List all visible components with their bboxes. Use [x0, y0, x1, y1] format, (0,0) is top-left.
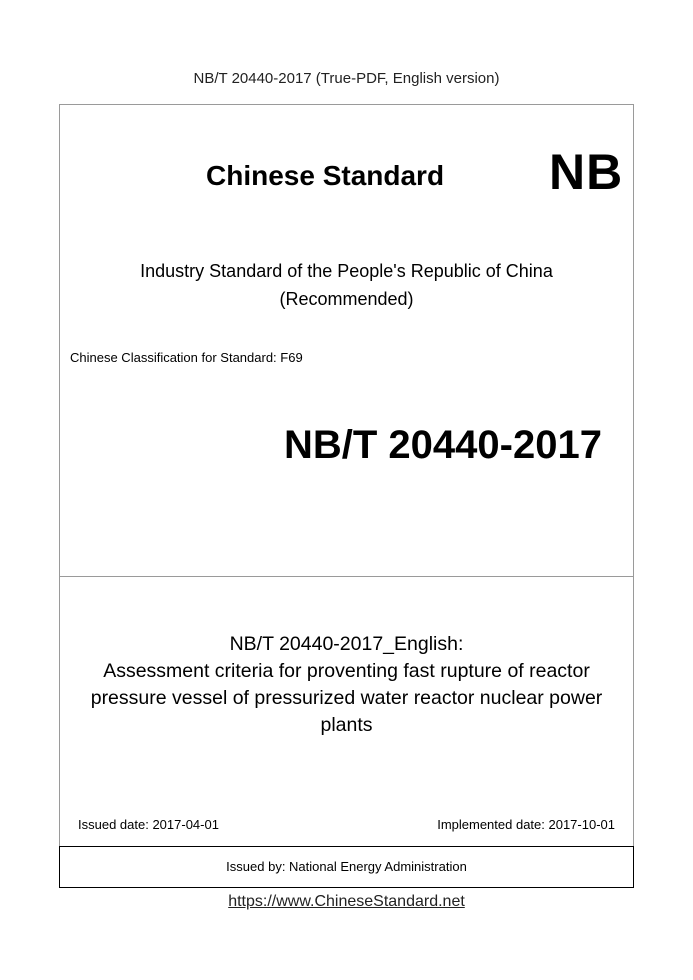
classification-label: Chinese Classification for Standard: F69	[70, 350, 303, 365]
chinese-standard-heading: Chinese Standard	[206, 160, 445, 191]
cover-lower-section	[60, 577, 633, 847]
industry-line-1: Industry Standard of the People's Republic of China	[140, 261, 553, 281]
nb-mark: NB	[549, 144, 624, 200]
document-title	[60, 631, 633, 739]
title-line-4: plants	[320, 714, 373, 736]
cover-frame	[59, 104, 634, 888]
industry-standard-label	[60, 257, 633, 313]
footer	[0, 893, 693, 911]
industry-line-2: (Recommended)	[279, 289, 414, 309]
cover-upper-section	[60, 105, 633, 577]
implemented-date: Implemented date: 2017-10-01	[437, 817, 615, 832]
title-line-1: NB/T 20440-2017_English:	[229, 633, 464, 655]
standard-number: NB/T 20440-2017	[284, 423, 602, 467]
issued-date: Issued date: 2017-04-01	[78, 817, 219, 832]
document-header: NB/T 20440-2017 (True-PDF, English version)	[193, 70, 500, 87]
issuer-box: Issued by: National Energy Administration	[59, 846, 634, 888]
website-link[interactable]: https://www.ChineseStandard.net	[228, 893, 465, 910]
title-line-3: pressure vessel of pressurized water reactor nuclear power	[90, 687, 603, 709]
title-line-2: Assessment criteria for proventing fast rupture of reactor	[103, 660, 590, 682]
